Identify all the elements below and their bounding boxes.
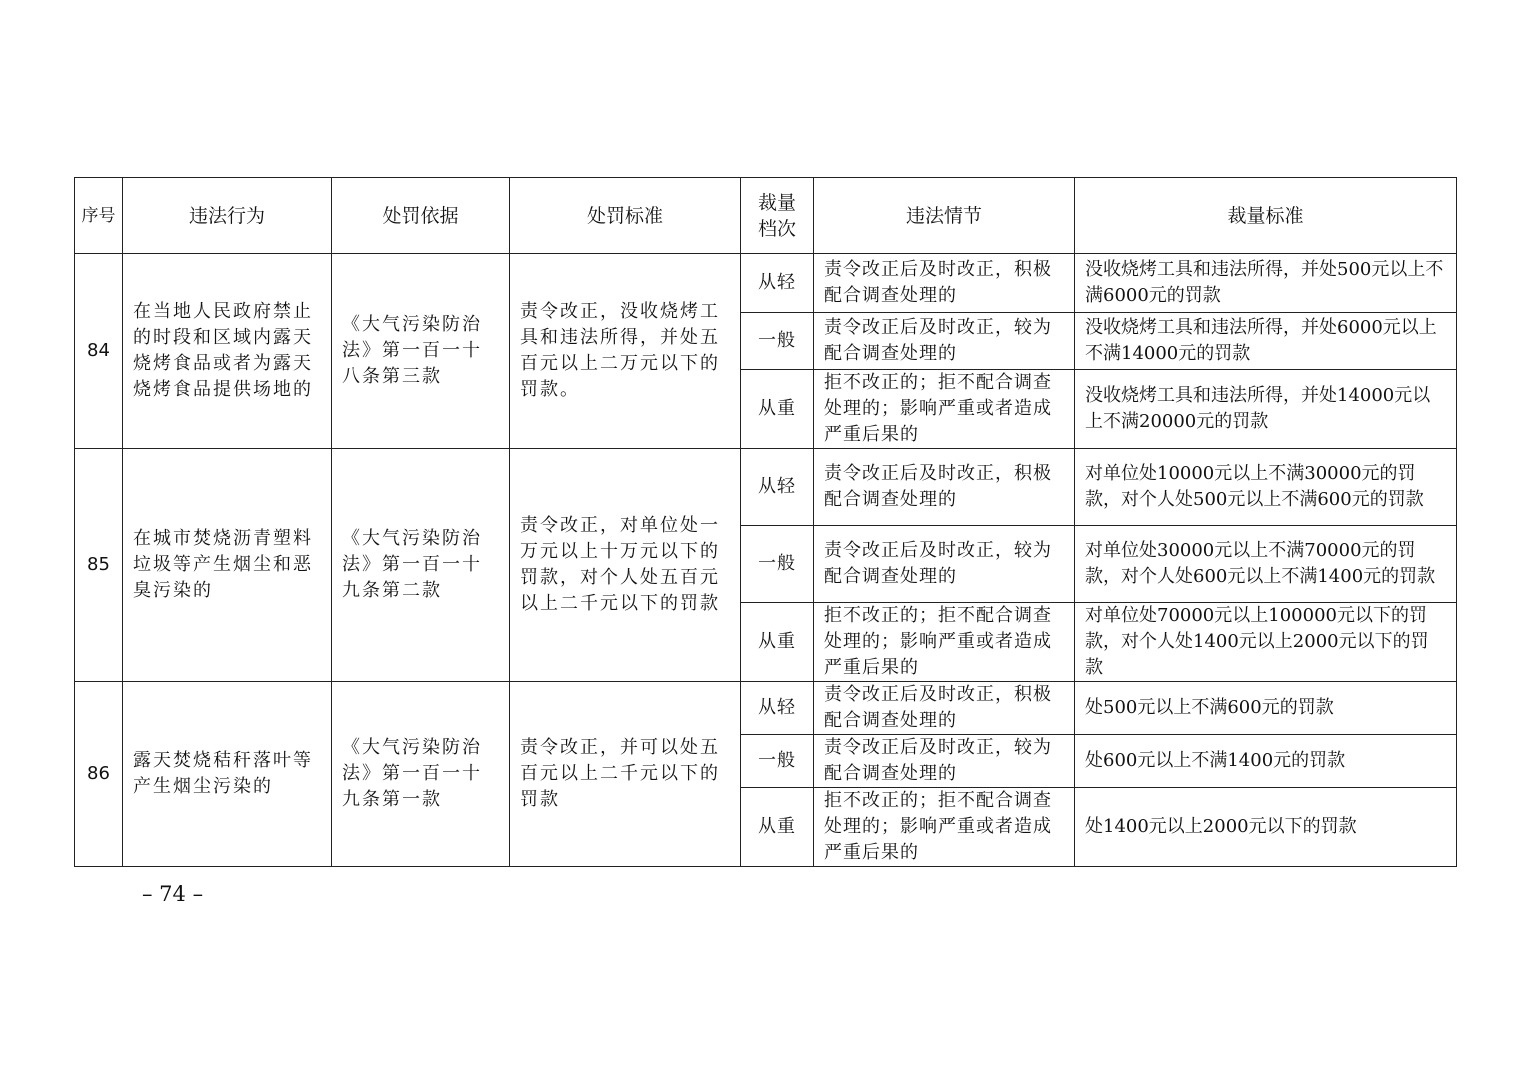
discretion-standard: 处600元以上不满1400元的罚款 <box>1075 735 1457 788</box>
violation-circumstance: 责令改正后及时改正，积极配合调查处理的 <box>814 449 1075 526</box>
violation-act: 在城市焚烧沥青塑料垃圾等产生烟尘和恶臭污染的 <box>123 449 332 682</box>
penalty-standard: 责令改正，对单位处一万元以上十万元以下的罚款，对个人处五百元以上二千元以下的罚款 <box>510 449 741 682</box>
discretion-standard: 对单位处30000元以上不满70000元的罚款，对个人处600元以上不满1400元的罚款 <box>1075 526 1457 603</box>
violation-circumstance: 责令改正后及时改正，较为配合调查处理的 <box>814 313 1075 370</box>
discretion-level: 从轻 <box>741 449 814 526</box>
violation-circumstance: 责令改正后及时改正，较为配合调查处理的 <box>814 526 1075 603</box>
header-no: 序号 <box>75 178 123 254</box>
table-row <box>75 682 1457 735</box>
discretion-level: 一般 <box>741 526 814 603</box>
violation-act: 在当地人民政府禁止的时段和区域内露天烧烤食品或者为露天烧烤食品提供场地的 <box>123 254 332 449</box>
penalty-discretion-table <box>74 177 1457 867</box>
violation-circumstance: 拒不改正的；拒不配合调查处理的；影响严重或者造成严重后果的 <box>814 370 1075 449</box>
violation-circumstance: 责令改正后及时改正，积极配合调查处理的 <box>814 682 1075 735</box>
discretion-level: 从重 <box>741 603 814 682</box>
header-act: 违法行为 <box>123 178 332 254</box>
discretion-level: 一般 <box>741 735 814 788</box>
penalty-standard: 责令改正，并可以处五百元以上二千元以下的罚款 <box>510 682 741 867</box>
row-number: 85 <box>75 449 123 682</box>
discretion-standard: 处1400元以上2000元以下的罚款 <box>1075 788 1457 867</box>
header-standard: 处罚标准 <box>510 178 741 254</box>
discretion-standard: 没收烧烤工具和违法所得，并处500元以上不满6000元的罚款 <box>1075 254 1457 313</box>
discretion-standard: 没收烧烤工具和违法所得，并处14000元以上不满20000元的罚款 <box>1075 370 1457 449</box>
discretion-level: 从轻 <box>741 254 814 313</box>
table-row <box>75 254 1457 313</box>
penalty-basis: 《大气污染防治法》第一百一十九条第一款 <box>332 682 510 867</box>
table-row <box>75 449 1457 526</box>
discretion-level: 从重 <box>741 370 814 449</box>
row-number: 86 <box>75 682 123 867</box>
page-number: – 74 – <box>142 882 204 906</box>
row-number: 84 <box>75 254 123 449</box>
discretion-level: 从重 <box>741 788 814 867</box>
discretion-standard: 处500元以上不满600元的罚款 <box>1075 682 1457 735</box>
header-level: 裁量档次 <box>741 178 814 254</box>
penalty-basis: 《大气污染防治法》第一百一十九条第二款 <box>332 449 510 682</box>
violation-circumstance: 拒不改正的；拒不配合调查处理的；影响严重或者造成严重后果的 <box>814 603 1075 682</box>
penalty-standard: 责令改正，没收烧烤工具和违法所得，并处五百元以上二万元以下的罚款。 <box>510 254 741 449</box>
discretion-level: 一般 <box>741 313 814 370</box>
penalty-basis: 《大气污染防治法》第一百一十八条第三款 <box>332 254 510 449</box>
header-circumstance: 违法情节 <box>814 178 1075 254</box>
violation-act: 露天焚烧秸秆落叶等产生烟尘污染的 <box>123 682 332 867</box>
discretion-standard: 对单位处70000元以上100000元以下的罚款，对个人处1400元以上2000元以下的罚款 <box>1075 603 1457 682</box>
violation-circumstance: 责令改正后及时改正，积极配合调查处理的 <box>814 254 1075 313</box>
discretion-standard: 没收烧烤工具和违法所得，并处6000元以上不满14000元的罚款 <box>1075 313 1457 370</box>
header-discretion: 裁量标准 <box>1075 178 1457 254</box>
discretion-level: 从轻 <box>741 682 814 735</box>
violation-circumstance: 拒不改正的；拒不配合调查处理的；影响严重或者造成严重后果的 <box>814 788 1075 867</box>
header-row <box>75 178 1457 254</box>
header-basis: 处罚依据 <box>332 178 510 254</box>
violation-circumstance: 责令改正后及时改正，较为配合调查处理的 <box>814 735 1075 788</box>
discretion-standard: 对单位处10000元以上不满30000元的罚款，对个人处500元以上不满600元的罚款 <box>1075 449 1457 526</box>
